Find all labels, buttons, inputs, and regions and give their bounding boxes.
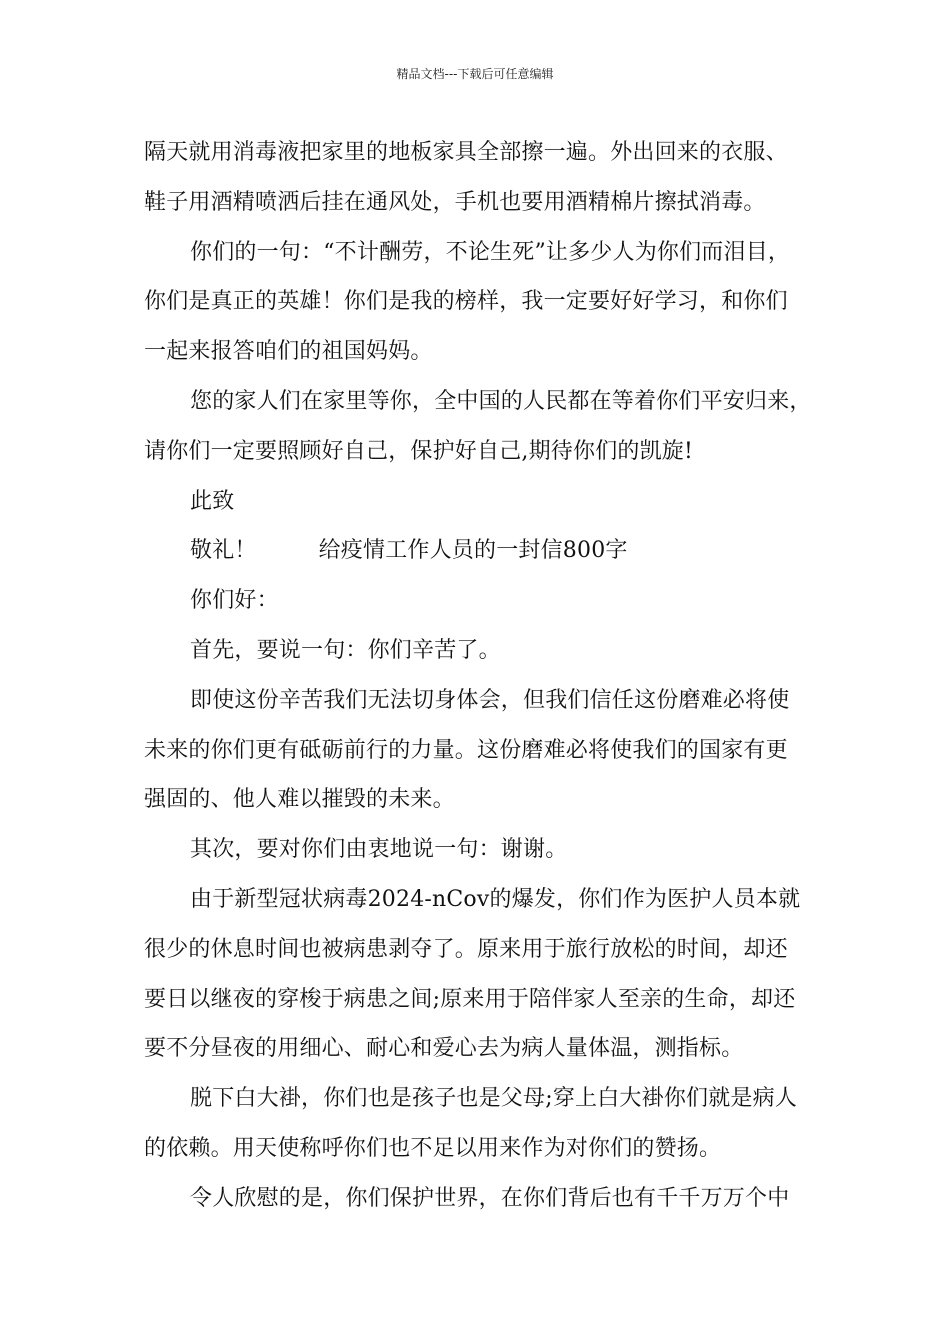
text-line: 强固的、他人难以摧毁的未来。 <box>144 787 455 813</box>
text-line: 一起来报答咱们的祖国妈妈。 <box>144 339 433 365</box>
text-line: 要日以继夜的穿梭于病患之间;原来用于陪伴家人至亲的生命，却还 <box>144 986 796 1012</box>
text-line: 要不分昼夜的用细心、耐心和爱心去为病人量体温，测指标。 <box>144 1036 744 1062</box>
closing-salutation: 此致 <box>190 488 235 514</box>
greeting: 你们好： <box>190 588 279 614</box>
text-line: 你们的一句：“不计酬劳，不论生死”让多少人为你们而泪目， <box>190 239 791 265</box>
letter-title: 给疫情工作人员的一封信800字 <box>318 538 628 564</box>
text-line: 请你们一定要照顾好自己，保护好自己,期待你们的凯旋! <box>144 438 694 464</box>
text-line: 您的家人们在家里等你，全中国的人民都在等着你们平安归来， <box>190 388 812 414</box>
document-body <box>144 128 810 1224</box>
text-line: 首先，要说一句：你们辛苦了。 <box>190 637 501 663</box>
text-line: 的依赖。用天使称呼你们也不足以用来作为对你们的赞扬。 <box>144 1135 722 1161</box>
text-line: 脱下白大褂，你们也是孩子也是父母;穿上白大褂你们就是病人 <box>190 1086 798 1112</box>
closing-line <box>144 526 810 576</box>
text-line: 隔天就用消毒液把家里的地板家具全部擦一遍。外出回来的衣服、 <box>144 140 788 165</box>
text-line: 即使这份辛苦我们无法切身体会，但我们信任这份磨难必将使 <box>190 687 790 713</box>
closing-regards: 敬礼！ <box>190 538 257 564</box>
text-line: 令人欣慰的是，你们保护世界，在你们背后也有千千万万个中 <box>190 1185 790 1211</box>
text-line: 其次，要对你们由衷地说一句：谢谢。 <box>190 837 568 863</box>
text-line: 鞋子用酒精喷洒后挂在通风处，手机也要用酒精棉片擦拭消毒。 <box>144 189 766 215</box>
text-line: 未来的你们更有砥砺前行的力量。这份磨难必将使我们的国家有更 <box>144 737 788 763</box>
page-header: 精品文档---下载后可任意编辑 <box>396 67 554 81</box>
text-line: 很少的休息时间也被病患剥夺了。原来用于旅行放松的时间，却还 <box>144 936 788 962</box>
text-line: 由于新型冠状病毒2024-nCov的爆发，你们作为医护人员本就 <box>190 886 801 912</box>
text-line: 你们是真正的英雄！你们是我的榜样，我一定要好好学习，和你们 <box>144 289 788 315</box>
